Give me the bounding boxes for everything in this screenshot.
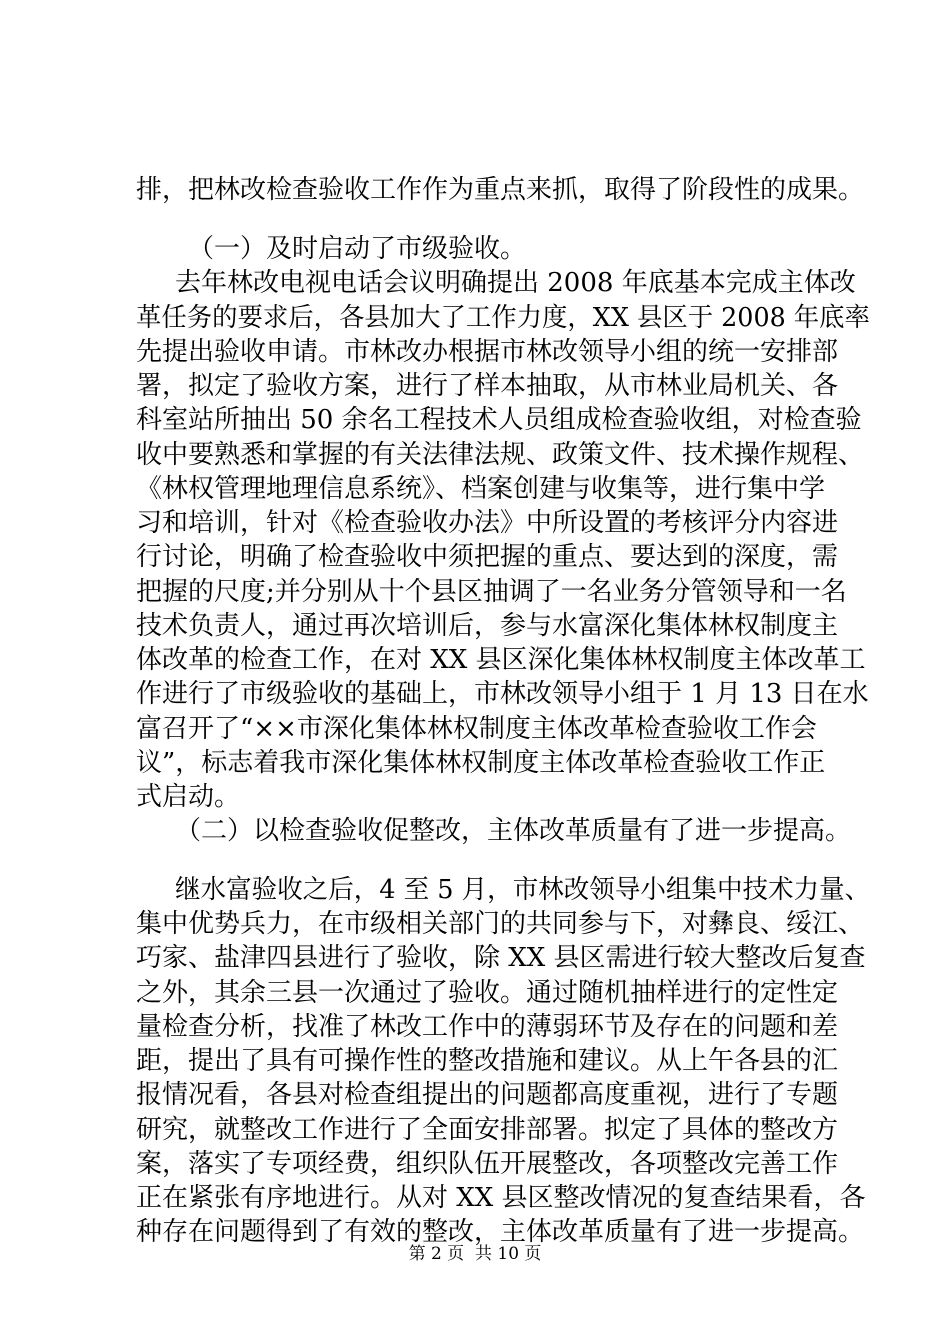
text-line: 收中要熟悉和掌握的有关法律法规、政策文件、技术操作规程、 [136,440,865,470]
text-line: 行讨论，明确了检查验收中须把握的重点、要达到的深度，需 [136,542,839,572]
text-line: 技术负责人，通过再次培训后，参与水富深化集体林权制度主 [136,611,839,641]
section-heading: （一）及时启动了市级验收。 [188,234,527,264]
text-line: 之外，其余三县一次通过了验收。通过随机抽样进行的定性定 [136,978,839,1008]
text-line: 报情况看，各县对检查组提出的问题都高度重视，进行了专题 [136,1080,839,1110]
text-line: 科室站所抽出 50 余名工程技术人员组成检查验收组，对检查验 [136,405,862,435]
text-line: 去年林改电视电话会议明确提出 2008 年底基本完成主体改 [175,268,856,298]
text-line: 正在紧张有序地进行。从对 XX 县区整改情况的复查结果看，各 [136,1183,866,1213]
text-line: 《林权管理地理信息系统》、档案创建与收集等，进行集中学 [136,474,826,504]
page-number: 第 2 页 共 10 页 [408,1244,542,1264]
section-heading: （二）以检查验收促整改，主体改革质量有了进一步提高。 [175,816,852,846]
text-line: 把握的尺度;并分别从十个县区抽调了一名业务分管领导和一名 [136,577,847,607]
text-line: 巧家、盐津四县进行了验收，除 XX 县区需进行较大整改后复查 [136,943,866,973]
text-line: 集中优势兵力，在市级相关部门的共同参与下，对彝良、绥江、 [136,909,865,939]
text-line: 量检查分析，找准了林改工作中的薄弱环节及存在的问题和差 [136,1012,839,1042]
text-line: 种存在问题得到了有效的整改，主体改革质量有了进一步提高。 [136,1217,865,1247]
text-line: 式启动。 [136,782,241,812]
text-line: 习和培训，针对《检查验收办法》中所设置的考核评分内容进 [136,508,839,538]
text-line: 体改革的检查工作，在对 XX 县区深化集体林权制度主体改革工 [136,645,866,675]
text-line: 富召开了“××市深化集体林权制度主体改革检查验收工作会 [136,714,817,744]
text-line: 研究，就整改工作进行了全面安排部署。拟定了具体的整改方 [136,1115,839,1145]
text-line: 议”，标志着我市深化集体林权制度主体改革检查验收工作正 [136,748,826,778]
text-line: 革任务的要求后，各县加大了工作力度，XX 县区于 2008 年底率 [136,303,870,333]
text-line: 距，提出了具有可操作性的整改措施和建议。从上午各县的汇 [136,1046,839,1076]
text-line: 先提出验收申请。市林改办根据市林改领导小组的统一安排部 [136,337,839,367]
text-line: 作进行了市级验收的基础上，市林改领导小组于 1 月 13 日在水 [136,679,869,709]
text-line: 案，落实了专项经费，组织队伍开展整改，各项整改完善工作 [136,1149,839,1179]
text-line: 排，把林改检查验收工作作为重点来抓，取得了阶段性的成果。 [136,175,865,205]
text-line: 署，拟定了验收方案，进行了样本抽取，从市林业局机关、各 [136,371,839,401]
text-line: 继水富验收之后，4 至 5 月，市林改领导小组集中技术力量、 [175,875,871,905]
